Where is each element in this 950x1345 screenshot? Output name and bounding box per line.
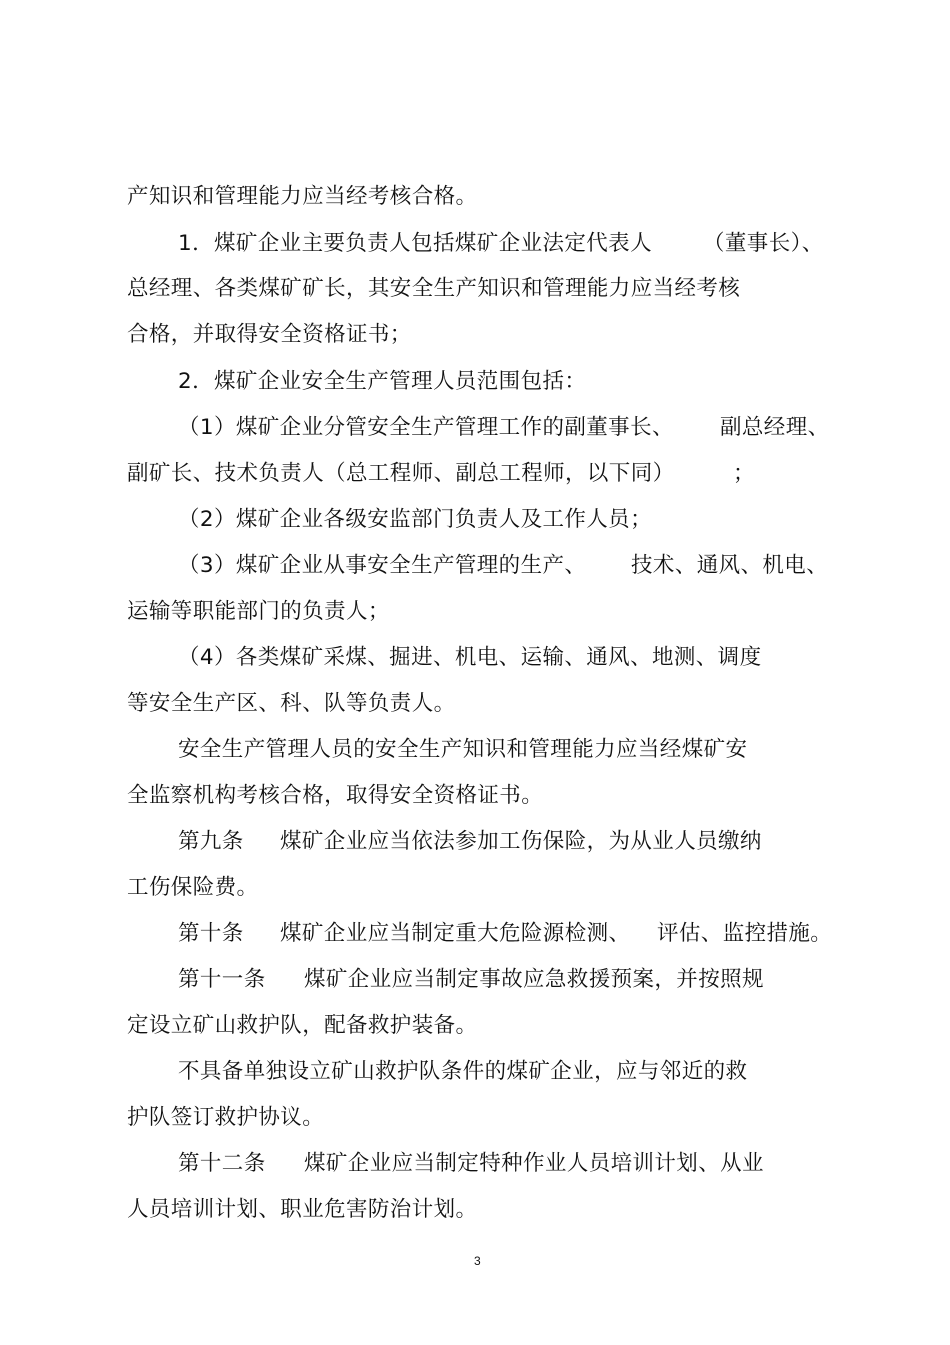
text-line: 产知识和管理能力应当经考核合格。	[127, 184, 478, 209]
text-line: 全监察机构考核合格，取得安全资格证书。	[127, 783, 544, 808]
text-line: 评估、监控措施。	[657, 921, 833, 946]
text-line: 人员培训计划、职业危害防治计划。	[127, 1197, 478, 1222]
text-line: （4）各类煤矿采煤、掘进、机电、运输、通风、地测、调度	[178, 645, 762, 670]
text-line: 等安全生产区、科、队等负责人。	[127, 691, 456, 716]
article-heading: 第十二条	[178, 1151, 266, 1176]
text-line: 定设立矿山救护队，配备救护装备。	[127, 1013, 478, 1038]
text-line: 副矿长、技术负责人（总工程师、副总工程师，以下同）	[127, 461, 675, 486]
text-line: ；	[733, 461, 755, 486]
text-line: 不具备单独设立矿山救护队条件的煤矿企业，应与邻近的救	[178, 1059, 748, 1084]
text-line: 合格，并取得安全资格证书；	[127, 322, 412, 347]
text-line: 护队签订救护协议。	[127, 1105, 325, 1130]
text-line: 2．煤矿企业安全生产管理人员范围包括：	[178, 369, 587, 394]
text-line: 煤矿企业应当制定重大危险源检测、	[280, 921, 631, 946]
text-line: 技术、通风、机电、	[631, 553, 829, 578]
text-line: （2）煤矿企业各级安监部门负责人及工作人员；	[178, 507, 652, 532]
text-line: 工伤保险费。	[127, 875, 259, 900]
text-line: 安全生产管理人员的安全生产知识和管理能力应当经煤矿安	[178, 737, 748, 762]
text-line: （1）煤矿企业分管安全生产管理工作的副董事长、	[178, 415, 674, 440]
page-number: 3	[474, 1254, 481, 1268]
text-line: 1．煤矿企业主要负责人包括煤矿企业法定代表人	[178, 231, 652, 256]
text-line: （董事长）、	[703, 231, 824, 256]
article-heading: 第十一条	[178, 967, 266, 992]
text-line: 煤矿企业应当依法参加工伤保险，为从业人员缴纳	[280, 829, 762, 854]
text-line: （3）煤矿企业从事安全生产管理的生产、	[178, 553, 587, 578]
article-heading: 第九条	[178, 829, 244, 854]
text-line: 煤矿企业应当制定特种作业人员培训计划、从业	[304, 1151, 764, 1176]
text-line: 运输等职能部门的负责人；	[127, 599, 390, 624]
article-heading: 第十条	[178, 921, 244, 946]
text-line: 煤矿企业应当制定事故应急救援预案，并按照规	[304, 967, 764, 992]
text-line: 副总经理、	[720, 415, 830, 440]
text-line: 总经理、各类煤矿矿长，其安全生产知识和管理能力应当经考核	[127, 276, 741, 301]
